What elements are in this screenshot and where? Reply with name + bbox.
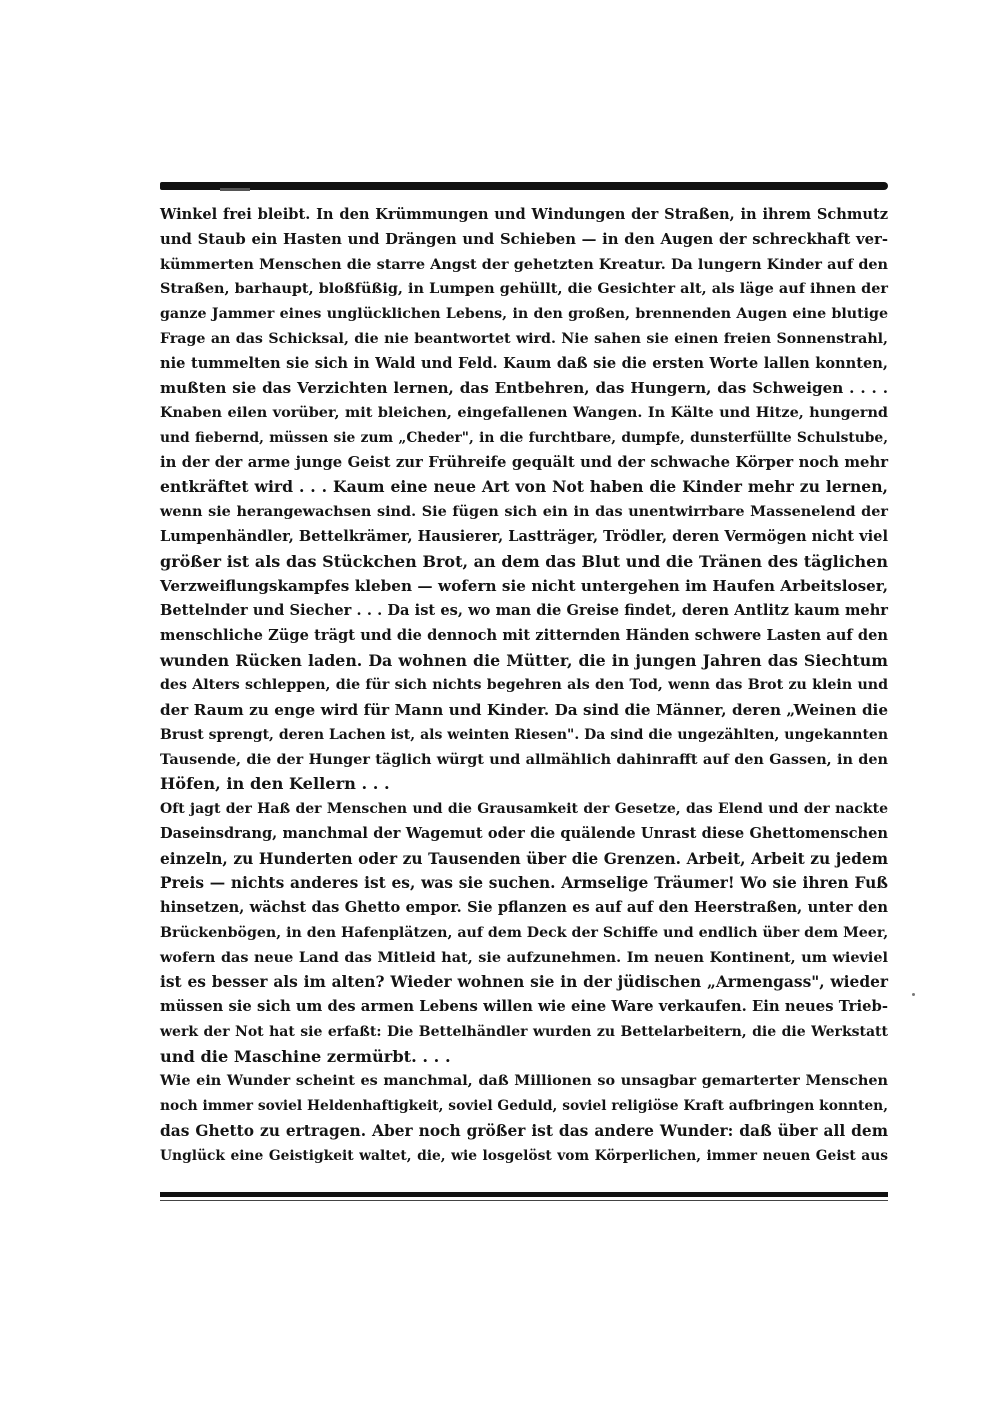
- text-line: und die Maschine zermürbt. . . .: [160, 1046, 451, 1066]
- text-line: Knaben eilen vorüber, mit bleichen, eingefallenen Wangen. In Kälte und Hitze, hungernd: [160, 404, 888, 421]
- text-line: nie tummelten sie sich in Wald und Feld. Kaum daß sie die ersten Worte lallen konnten,: [160, 354, 888, 372]
- text-line: und Staub ein Hasten und Drängen und Schieben — in den Augen der schreckhaft ver-: [160, 230, 888, 248]
- text-line: Bettelnder und Siecher . . . Da ist es, wo man die Greise findet, deren Antlitz kaum mehr: [160, 602, 888, 619]
- text-line: ist es besser als im alten? Wieder wohnen sie in der jüdischen „Armengass", wieder: [160, 973, 888, 992]
- text-line: Straßen, barhaupt, bloßfüßig, in Lumpen gehüllt, die Gesichter alt, als läge auf ihnen der: [160, 280, 888, 298]
- text-line: Winkel frei bleibt. In den Krümmungen und Windungen der Straßen, in ihrem Schmutz: [160, 206, 888, 223]
- text-line: der Raum zu enge wird für Mann und Kinder. Da sind die Männer, deren „Weinen die: [160, 701, 888, 719]
- text-line: Brückenbögen, in den Hafenplätzen, auf dem Deck der Schiffe und endlich über dem Meer,: [160, 924, 889, 941]
- bottom-rule: [160, 1192, 888, 1197]
- text-line: das Ghetto zu ertragen. Aber noch größer ist das andere Wunder: daß über all dem: [160, 1121, 888, 1140]
- text-line: mußten sie das Verzichten lernen, das Entbehren, das Hungern, das Schweigen . . . .: [160, 379, 888, 398]
- text-line: werk der Not hat sie erfaßt: Die Bettelhändler wurden zu Bettelarbeitern, die die Werkstatt: [160, 1023, 888, 1040]
- text-line: Brust sprengt, deren Lachen ist, als weinten Riesen". Da sind die ungezählten, ungekannten: [160, 726, 888, 743]
- text-line: Frage an das Schicksal, die nie beantwortet wird. Nie sahen sie einen freien Sonnenstrahl,: [160, 330, 888, 347]
- margin-speck: [912, 993, 915, 996]
- text-line: müssen sie sich um des armen Lebens willen wie eine Ware verkaufen. Ein neues Trieb-: [160, 998, 888, 1015]
- text-line: wenn sie herangewachsen sind. Sie fügen sich ein in das unentwirrbare Massenelend der: [160, 503, 888, 520]
- text-line: Höfen, in den Kellern . . .: [160, 774, 390, 794]
- text-line: größer ist als das Stückchen Brot, an dem das Blut und die Tränen des täglichen: [160, 551, 888, 571]
- text-line: in der der arme junge Geist zur Frühreife gequält und der schwache Körper noch mehr: [160, 453, 888, 471]
- bottom-rule-thin: [160, 1200, 888, 1201]
- body-text: [160, 203, 888, 1168]
- text-line: ganze Jammer eines unglücklichen Lebens, in den großen, brennenden Augen eine blutige: [160, 306, 888, 322]
- text-line: Verzweiflungskampfes kleben — wofern sie nicht untergehen im Haufen Arbeitsloser,: [160, 577, 888, 596]
- text-line: entkräftet wird . . . Kaum eine neue Art von Not haben die Kinder mehr zu lernen,: [160, 477, 888, 497]
- text-line: Daseinsdrang, manchmal der Wagemut oder die quälende Unrast diese Ghettomenschen: [160, 824, 888, 842]
- text-line: Unglück eine Geistigkeit waltet, die, wie losgelöst vom Körperlichen, immer neuen Geist aus: [160, 1147, 888, 1164]
- text-line: Wie ein Wunder scheint es manchmal, daß Millionen so unsagbar gemarterter Menschen: [160, 1072, 888, 1090]
- text-line: Lumpenhändler, Bettelkrämer, Hausierer, Lastträger, Trödler, deren Vermögen nicht viel: [160, 527, 888, 545]
- text-line: einzeln, zu Hunderten oder zu Tausenden über die Grenzen. Arbeit, Arbeit zu jedem: [160, 849, 888, 868]
- text-line: wofern das neue Land das Mitleid hat, sie aufzunehmen. Im neuen Kontinent, um wieviel: [160, 948, 888, 966]
- top-rule: [160, 182, 888, 190]
- text-line: kümmerten Menschen die starre Angst der gehetzten Kreatur. Da lungern Kinder auf den: [160, 255, 888, 273]
- text-line: noch immer soviel Heldenhaftigkeit, soviel Geduld, soviel religiöse Kraft aufbringen konnten,: [160, 1098, 888, 1114]
- text-line: Tausende, die der Hunger täglich würgt und allmählich dahinrafft auf den Gassen, in den: [160, 750, 888, 768]
- text-line: Preis — nichts anderes ist es, was sie suchen. Armselige Träumer! Wo sie ihren Fuß: [160, 874, 888, 893]
- text-line: hinsetzen, wächst das Ghetto empor. Sie pflanzen es auf auf den Heerstraßen, unter den: [160, 899, 888, 916]
- text-line: des Alters schleppen, die für sich nichts begehren als den Tod, wenn das Brot zu klein und: [160, 677, 888, 694]
- text-line: Oft jagt der Haß der Menschen und die Grausamkeit der Gesetze, das Elend und der nackte: [160, 801, 888, 817]
- text-line: und fiebernd, müssen sie zum „Cheder", in die furchtbare, dumpfe, dunsterfüllte Schulstube,: [160, 429, 888, 446]
- text-line: wunden Rücken laden. Da wohnen die Mütter, die in jungen Jahren das Siechtum: [160, 650, 888, 670]
- text-line: menschliche Züge trägt und die dennoch mit zitternden Händen schwere Lasten auf den: [160, 626, 888, 644]
